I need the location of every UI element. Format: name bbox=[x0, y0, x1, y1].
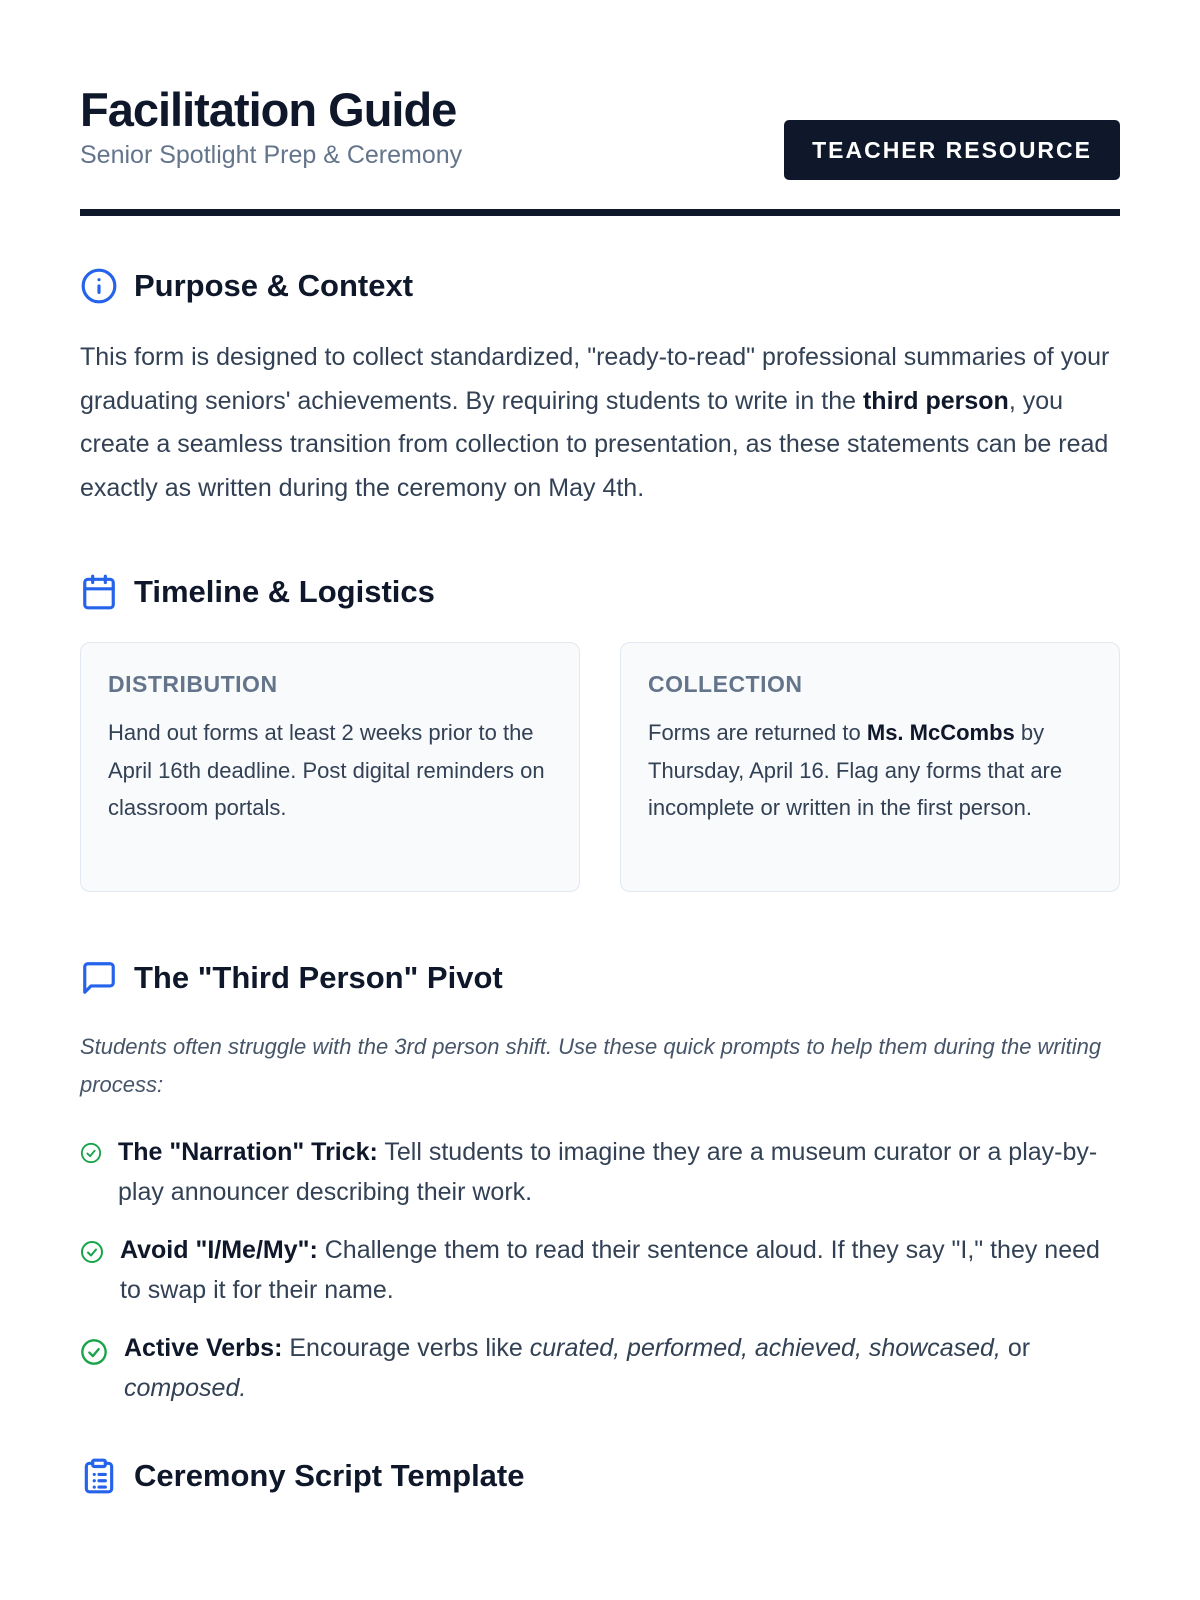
purpose-text-2: , you create a seamless transition from collection to presentation, as these statements can be read exactly as written during the ceremony on May 4th. bbox=[80, 386, 1109, 502]
clipboard-icon bbox=[80, 1457, 118, 1495]
page-title: Facilitation Guide bbox=[80, 83, 457, 136]
distribution-card bbox=[80, 642, 580, 892]
tip-label: Active Verbs: bbox=[124, 1334, 283, 1362]
timeline-title: Timeline & Logistics bbox=[134, 574, 435, 609]
distribution-label: DISTRIBUTION bbox=[108, 671, 278, 697]
timeline-cards bbox=[80, 642, 1120, 892]
tip-last-verb: composed. bbox=[124, 1374, 247, 1402]
collection-text-1: Forms are returned to bbox=[648, 720, 867, 745]
purpose-heading bbox=[80, 266, 1120, 306]
check-circle-icon bbox=[80, 1142, 102, 1164]
tip-label: The "Narration" Trick: bbox=[118, 1138, 378, 1166]
tip-text: Challenge them to read their sentence aloud. If they say "I," they need to swap it for their name. bbox=[120, 1236, 1100, 1304]
tip-text: Tell students to imagine they are a museum curator or a play-by-play announcer describing their work. bbox=[118, 1138, 1098, 1206]
purpose-emphasis: third person bbox=[862, 386, 1009, 415]
check-circle-icon bbox=[80, 1338, 108, 1366]
check-circle-icon bbox=[80, 1240, 104, 1264]
title-block bbox=[80, 82, 462, 170]
collection-card bbox=[620, 642, 1120, 892]
collection-contact-name: Ms. McCombs bbox=[866, 720, 1015, 745]
timeline-section bbox=[80, 572, 1120, 892]
page-subtitle: Senior Spotlight Prep & Ceremony bbox=[80, 141, 463, 169]
purpose-title: Purpose & Context bbox=[134, 268, 414, 303]
pivot-intro: Students often struggle with the 3rd person shift. Use these quick prompts to help them during the writing process: bbox=[80, 1034, 1102, 1097]
teacher-resource-badge: TEACHER RESOURCE bbox=[784, 120, 1120, 180]
list-item bbox=[80, 1230, 1120, 1310]
pivot-section bbox=[80, 958, 1120, 1408]
purpose-text-1: This form is designed to collect standardized, "ready-to-read" professional summaries of your graduating seniors' achievements. By requiring students to write in the bbox=[80, 343, 1110, 415]
collection-label: COLLECTION bbox=[648, 671, 803, 697]
list-item bbox=[80, 1132, 1120, 1212]
purpose-paragraph bbox=[80, 336, 1120, 510]
tip-label: Avoid "I/Me/My": bbox=[120, 1236, 318, 1264]
page-header bbox=[80, 82, 1120, 216]
script-heading bbox=[80, 1456, 1120, 1496]
script-section bbox=[80, 1456, 1120, 1496]
timeline-heading bbox=[80, 572, 1120, 612]
pivot-title: The "Third Person" Pivot bbox=[134, 960, 503, 995]
tip-text-or: or bbox=[1000, 1334, 1031, 1362]
collection-text bbox=[648, 714, 1092, 827]
script-title: Ceremony Script Template bbox=[134, 1458, 525, 1493]
tip-verbs: curated, performed, achieved, showcased, bbox=[529, 1334, 1001, 1362]
purpose-section bbox=[80, 266, 1120, 510]
info-icon bbox=[80, 267, 118, 305]
distribution-text: Hand out forms at least 2 weeks prior to the April 16th deadline. Post digital reminders on classroom portals. bbox=[108, 720, 545, 820]
tip-content bbox=[124, 1328, 1120, 1408]
tip-content bbox=[120, 1230, 1120, 1310]
pivot-heading bbox=[80, 958, 1120, 998]
collection-text-2: by Thursday, April 16. Flag any forms that are incomplete or written in the first person. bbox=[648, 720, 1063, 820]
calendar-icon bbox=[80, 573, 118, 611]
message-icon bbox=[80, 959, 118, 997]
list-item bbox=[80, 1328, 1120, 1408]
tip-text: Encourage verbs like bbox=[282, 1334, 530, 1362]
tip-content bbox=[118, 1132, 1120, 1212]
tips-list bbox=[80, 1132, 1120, 1408]
